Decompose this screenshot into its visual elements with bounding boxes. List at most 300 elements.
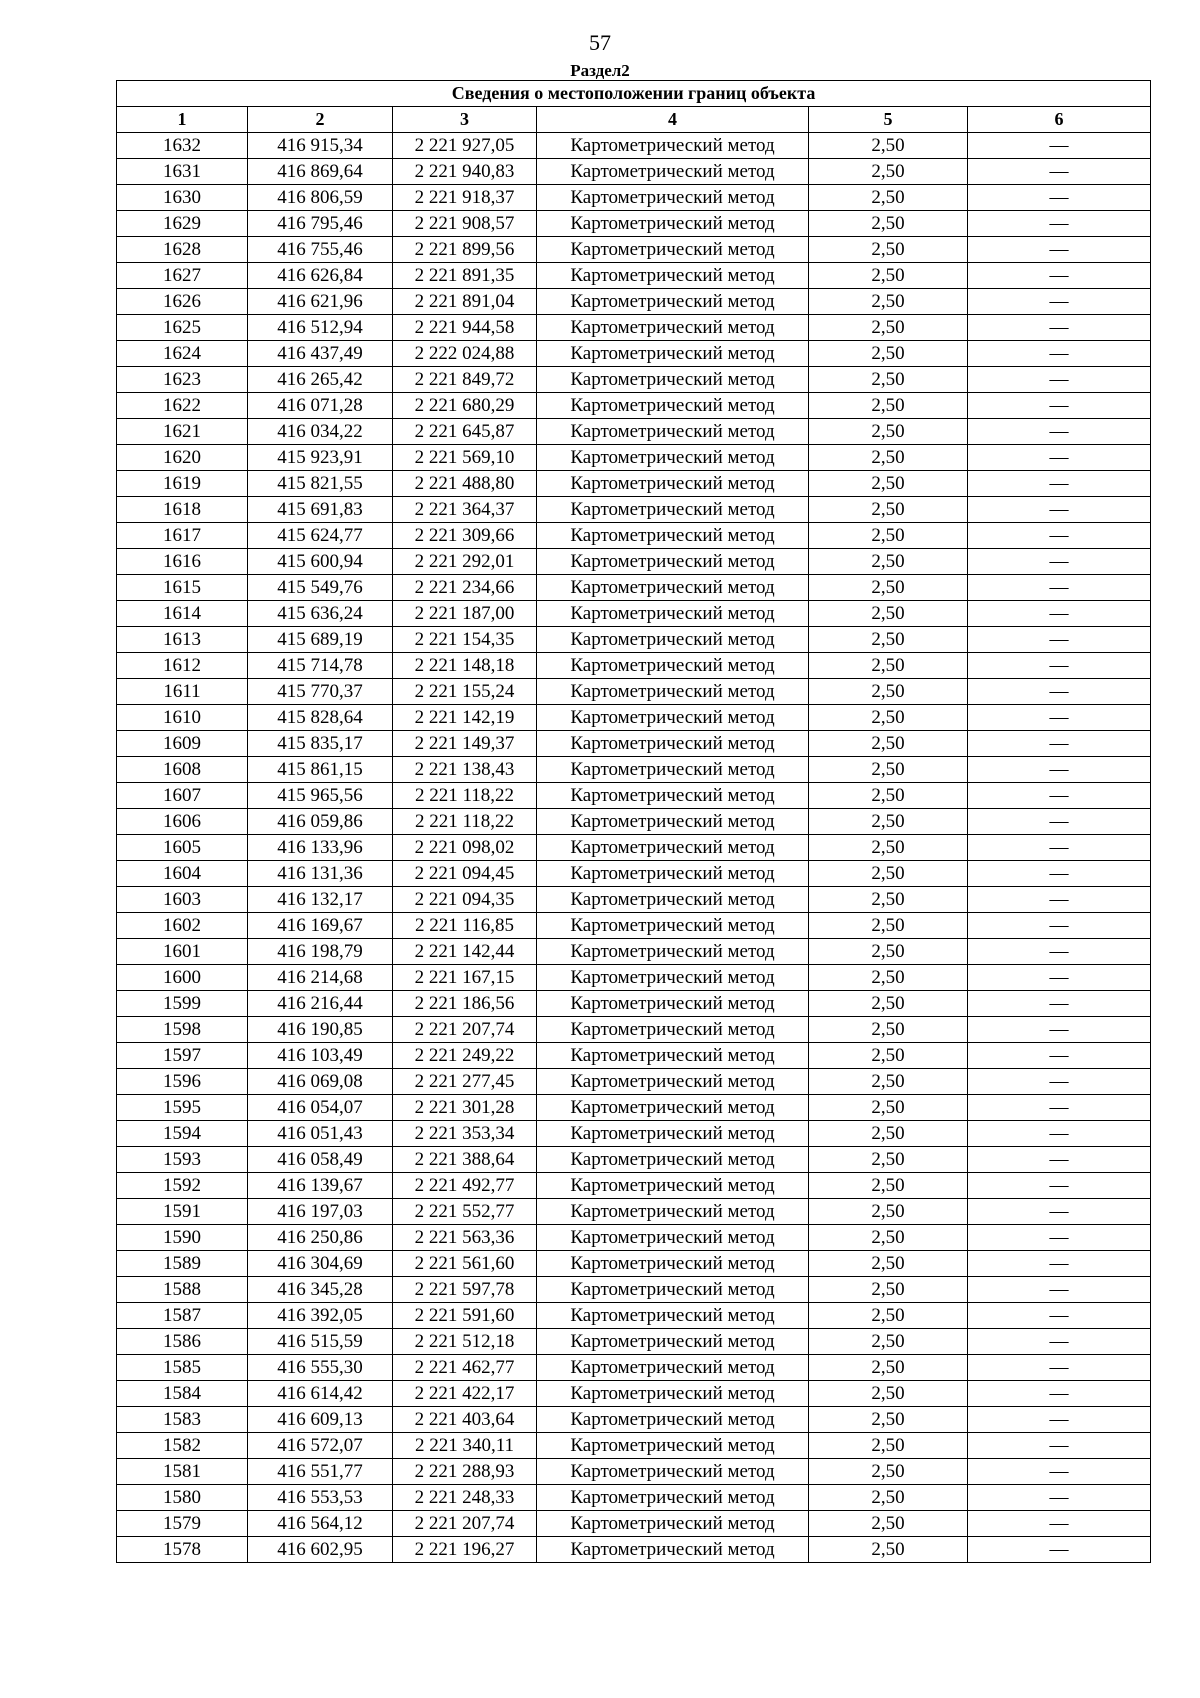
y-coordinate-cell: 2 221 207,74 xyxy=(393,1511,537,1537)
y-coordinate-cell: 2 221 891,35 xyxy=(393,263,537,289)
x-coordinate-cell: 416 621,96 xyxy=(248,289,393,315)
table-row xyxy=(117,731,1151,757)
x-coordinate-cell: 416 169,67 xyxy=(248,913,393,939)
point-number-cell: 1594 xyxy=(117,1121,248,1147)
description-cell: — xyxy=(968,1459,1151,1485)
accuracy-cell: 2,50 xyxy=(809,1511,968,1537)
description-cell: — xyxy=(968,367,1151,393)
description-cell: — xyxy=(968,965,1151,991)
point-number-cell: 1602 xyxy=(117,913,248,939)
point-number-cell: 1609 xyxy=(117,731,248,757)
method-cell: Картометрический метод xyxy=(537,965,809,991)
table-row xyxy=(117,1355,1151,1381)
x-coordinate-cell: 416 515,59 xyxy=(248,1329,393,1355)
method-cell: Картометрический метод xyxy=(537,1459,809,1485)
description-cell: — xyxy=(968,939,1151,965)
description-cell: — xyxy=(968,861,1151,887)
description-cell: — xyxy=(968,1381,1151,1407)
table-row xyxy=(117,991,1151,1017)
method-cell: Картометрический метод xyxy=(537,705,809,731)
point-number-cell: 1632 xyxy=(117,133,248,159)
y-coordinate-cell: 2 221 155,24 xyxy=(393,679,537,705)
table-body xyxy=(117,133,1151,1563)
table-row xyxy=(117,965,1151,991)
method-cell: Картометрический метод xyxy=(537,1355,809,1381)
x-coordinate-cell: 416 216,44 xyxy=(248,991,393,1017)
x-coordinate-cell: 415 770,37 xyxy=(248,679,393,705)
y-coordinate-cell: 2 221 422,17 xyxy=(393,1381,537,1407)
x-coordinate-cell: 415 549,76 xyxy=(248,575,393,601)
x-coordinate-cell: 416 034,22 xyxy=(248,419,393,445)
method-cell: Картометрический метод xyxy=(537,393,809,419)
table-row xyxy=(117,575,1151,601)
x-coordinate-cell: 416 103,49 xyxy=(248,1043,393,1069)
x-coordinate-cell: 415 714,78 xyxy=(248,653,393,679)
y-coordinate-cell: 2 221 187,00 xyxy=(393,601,537,627)
x-coordinate-cell: 416 614,42 xyxy=(248,1381,393,1407)
x-coordinate-cell: 415 689,19 xyxy=(248,627,393,653)
table-row xyxy=(117,289,1151,315)
description-cell: — xyxy=(968,653,1151,679)
x-coordinate-cell: 415 923,91 xyxy=(248,445,393,471)
y-coordinate-cell: 2 221 167,15 xyxy=(393,965,537,991)
y-coordinate-cell: 2 221 940,83 xyxy=(393,159,537,185)
method-cell: Картометрический метод xyxy=(537,731,809,757)
description-cell: — xyxy=(968,1329,1151,1355)
table-row xyxy=(117,185,1151,211)
column-number: 5 xyxy=(809,107,968,133)
description-cell: — xyxy=(968,783,1151,809)
description-cell: — xyxy=(968,731,1151,757)
method-cell: Картометрический метод xyxy=(537,861,809,887)
table-row xyxy=(117,1147,1151,1173)
x-coordinate-cell: 416 392,05 xyxy=(248,1303,393,1329)
description-cell: — xyxy=(968,627,1151,653)
method-cell: Картометрический метод xyxy=(537,679,809,705)
point-number-cell: 1621 xyxy=(117,419,248,445)
accuracy-cell: 2,50 xyxy=(809,679,968,705)
y-coordinate-cell: 2 221 353,34 xyxy=(393,1121,537,1147)
description-cell: — xyxy=(968,1277,1151,1303)
y-coordinate-cell: 2 221 248,33 xyxy=(393,1485,537,1511)
y-coordinate-cell: 2 221 098,02 xyxy=(393,835,537,861)
description-cell: — xyxy=(968,809,1151,835)
accuracy-cell: 2,50 xyxy=(809,705,968,731)
accuracy-cell: 2,50 xyxy=(809,1329,968,1355)
table-row xyxy=(117,1069,1151,1095)
method-cell: Картометрический метод xyxy=(537,1407,809,1433)
y-coordinate-cell: 2 221 918,37 xyxy=(393,185,537,211)
x-coordinate-cell: 416 069,08 xyxy=(248,1069,393,1095)
accuracy-cell: 2,50 xyxy=(809,1251,968,1277)
method-cell: Картометрический метод xyxy=(537,445,809,471)
table-row xyxy=(117,1017,1151,1043)
table-row xyxy=(117,835,1151,861)
accuracy-cell: 2,50 xyxy=(809,1147,968,1173)
table-row xyxy=(117,497,1151,523)
point-number-cell: 1592 xyxy=(117,1173,248,1199)
accuracy-cell: 2,50 xyxy=(809,471,968,497)
table-row xyxy=(117,445,1151,471)
description-cell: — xyxy=(968,1069,1151,1095)
method-cell: Картометрический метод xyxy=(537,289,809,315)
point-number-cell: 1630 xyxy=(117,185,248,211)
x-coordinate-cell: 416 626,84 xyxy=(248,263,393,289)
method-cell: Картометрический метод xyxy=(537,991,809,1017)
x-coordinate-cell: 416 198,79 xyxy=(248,939,393,965)
method-cell: Картометрический метод xyxy=(537,627,809,653)
method-cell: Картометрический метод xyxy=(537,1277,809,1303)
accuracy-cell: 2,50 xyxy=(809,991,968,1017)
point-number-cell: 1628 xyxy=(117,237,248,263)
y-coordinate-cell: 2 221 364,37 xyxy=(393,497,537,523)
table-row xyxy=(117,133,1151,159)
method-cell: Картометрический метод xyxy=(537,1251,809,1277)
y-coordinate-cell: 2 221 388,64 xyxy=(393,1147,537,1173)
y-coordinate-cell: 2 221 927,05 xyxy=(393,133,537,159)
point-number-cell: 1627 xyxy=(117,263,248,289)
table-row xyxy=(117,1199,1151,1225)
y-coordinate-cell: 2 221 196,27 xyxy=(393,1537,537,1563)
accuracy-cell: 2,50 xyxy=(809,809,968,835)
x-coordinate-cell: 415 965,56 xyxy=(248,783,393,809)
description-cell: — xyxy=(968,575,1151,601)
method-cell: Картометрический метод xyxy=(537,367,809,393)
y-coordinate-cell: 2 221 288,93 xyxy=(393,1459,537,1485)
point-number-cell: 1587 xyxy=(117,1303,248,1329)
y-coordinate-cell: 2 221 094,35 xyxy=(393,887,537,913)
accuracy-cell: 2,50 xyxy=(809,263,968,289)
y-coordinate-cell: 2 221 849,72 xyxy=(393,367,537,393)
y-coordinate-cell: 2 221 094,45 xyxy=(393,861,537,887)
description-cell: — xyxy=(968,601,1151,627)
accuracy-cell: 2,50 xyxy=(809,1017,968,1043)
table-row xyxy=(117,1537,1151,1563)
table-title-row xyxy=(117,81,1151,107)
point-number-cell: 1586 xyxy=(117,1329,248,1355)
point-number-cell: 1608 xyxy=(117,757,248,783)
x-coordinate-cell: 416 869,64 xyxy=(248,159,393,185)
column-number: 1 xyxy=(117,107,248,133)
coordinates-table xyxy=(116,80,1151,1563)
table-row xyxy=(117,1433,1151,1459)
method-cell: Картометрический метод xyxy=(537,809,809,835)
description-cell: — xyxy=(968,315,1151,341)
x-coordinate-cell: 416 555,30 xyxy=(248,1355,393,1381)
point-number-cell: 1603 xyxy=(117,887,248,913)
x-coordinate-cell: 416 551,77 xyxy=(248,1459,393,1485)
x-coordinate-cell: 416 214,68 xyxy=(248,965,393,991)
x-coordinate-cell: 416 054,07 xyxy=(248,1095,393,1121)
y-coordinate-cell: 2 221 186,56 xyxy=(393,991,537,1017)
table-row xyxy=(117,757,1151,783)
accuracy-cell: 2,50 xyxy=(809,1069,968,1095)
y-coordinate-cell: 2 221 116,85 xyxy=(393,913,537,939)
column-number: 3 xyxy=(393,107,537,133)
x-coordinate-cell: 416 564,12 xyxy=(248,1511,393,1537)
x-coordinate-cell: 415 600,94 xyxy=(248,549,393,575)
y-coordinate-cell: 2 221 292,01 xyxy=(393,549,537,575)
table-row xyxy=(117,1225,1151,1251)
description-cell: — xyxy=(968,393,1151,419)
accuracy-cell: 2,50 xyxy=(809,549,968,575)
point-number-cell: 1622 xyxy=(117,393,248,419)
y-coordinate-cell: 2 221 249,22 xyxy=(393,1043,537,1069)
point-number-cell: 1583 xyxy=(117,1407,248,1433)
table-row xyxy=(117,1381,1151,1407)
point-number-cell: 1613 xyxy=(117,627,248,653)
description-cell: — xyxy=(968,185,1151,211)
point-number-cell: 1601 xyxy=(117,939,248,965)
x-coordinate-cell: 416 345,28 xyxy=(248,1277,393,1303)
accuracy-cell: 2,50 xyxy=(809,1381,968,1407)
x-coordinate-cell: 416 609,13 xyxy=(248,1407,393,1433)
method-cell: Картометрический метод xyxy=(537,159,809,185)
x-coordinate-cell: 416 795,46 xyxy=(248,211,393,237)
table-row xyxy=(117,367,1151,393)
accuracy-cell: 2,50 xyxy=(809,1095,968,1121)
description-cell: — xyxy=(968,705,1151,731)
table-row xyxy=(117,939,1151,965)
accuracy-cell: 2,50 xyxy=(809,653,968,679)
table-row xyxy=(117,679,1151,705)
method-cell: Картометрический метод xyxy=(537,1121,809,1147)
y-coordinate-cell: 2 221 488,80 xyxy=(393,471,537,497)
method-cell: Картометрический метод xyxy=(537,211,809,237)
point-number-cell: 1605 xyxy=(117,835,248,861)
y-coordinate-cell: 2 221 552,77 xyxy=(393,1199,537,1225)
accuracy-cell: 2,50 xyxy=(809,861,968,887)
point-number-cell: 1589 xyxy=(117,1251,248,1277)
description-cell: — xyxy=(968,1199,1151,1225)
table-row xyxy=(117,1251,1151,1277)
description-cell: — xyxy=(968,835,1151,861)
y-coordinate-cell: 2 221 149,37 xyxy=(393,731,537,757)
x-coordinate-cell: 415 636,24 xyxy=(248,601,393,627)
y-coordinate-cell: 2 221 597,78 xyxy=(393,1277,537,1303)
column-number: 2 xyxy=(248,107,393,133)
method-cell: Картометрический метод xyxy=(537,913,809,939)
point-number-cell: 1585 xyxy=(117,1355,248,1381)
accuracy-cell: 2,50 xyxy=(809,445,968,471)
y-coordinate-cell: 2 221 680,29 xyxy=(393,393,537,419)
method-cell: Картометрический метод xyxy=(537,1381,809,1407)
description-cell: — xyxy=(968,237,1151,263)
method-cell: Картометрический метод xyxy=(537,185,809,211)
method-cell: Картометрический метод xyxy=(537,315,809,341)
point-number-cell: 1612 xyxy=(117,653,248,679)
y-coordinate-cell: 2 221 492,77 xyxy=(393,1173,537,1199)
y-coordinate-cell: 2 221 118,22 xyxy=(393,783,537,809)
description-cell: — xyxy=(968,1173,1151,1199)
description-cell: — xyxy=(968,1147,1151,1173)
table-row xyxy=(117,601,1151,627)
accuracy-cell: 2,50 xyxy=(809,341,968,367)
point-number-cell: 1618 xyxy=(117,497,248,523)
description-cell: — xyxy=(968,263,1151,289)
y-coordinate-cell: 2 221 309,66 xyxy=(393,523,537,549)
accuracy-cell: 2,50 xyxy=(809,575,968,601)
table-title: Сведения о местоположении границ объекта xyxy=(117,81,1151,107)
method-cell: Картометрический метод xyxy=(537,471,809,497)
accuracy-cell: 2,50 xyxy=(809,159,968,185)
accuracy-cell: 2,50 xyxy=(809,1537,968,1563)
table-row xyxy=(117,549,1151,575)
table-row xyxy=(117,1277,1151,1303)
point-number-cell: 1595 xyxy=(117,1095,248,1121)
accuracy-cell: 2,50 xyxy=(809,1433,968,1459)
y-coordinate-cell: 2 221 118,22 xyxy=(393,809,537,835)
point-number-cell: 1580 xyxy=(117,1485,248,1511)
accuracy-cell: 2,50 xyxy=(809,1485,968,1511)
y-coordinate-cell: 2 221 154,35 xyxy=(393,627,537,653)
accuracy-cell: 2,50 xyxy=(809,237,968,263)
method-cell: Картометрический метод xyxy=(537,1303,809,1329)
description-cell: — xyxy=(968,419,1151,445)
description-cell: — xyxy=(968,1043,1151,1069)
page-number: 57 xyxy=(589,30,611,55)
method-cell: Картометрический метод xyxy=(537,1017,809,1043)
method-cell: Картометрический метод xyxy=(537,575,809,601)
accuracy-cell: 2,50 xyxy=(809,757,968,783)
method-cell: Картометрический метод xyxy=(537,1225,809,1251)
point-number-cell: 1610 xyxy=(117,705,248,731)
x-coordinate-cell: 415 821,55 xyxy=(248,471,393,497)
point-number-cell: 1591 xyxy=(117,1199,248,1225)
description-cell: — xyxy=(968,1537,1151,1563)
method-cell: Картометрический метод xyxy=(537,341,809,367)
y-coordinate-cell: 2 221 207,74 xyxy=(393,1017,537,1043)
point-number-cell: 1590 xyxy=(117,1225,248,1251)
table-row xyxy=(117,1303,1151,1329)
y-coordinate-cell: 2 221 301,28 xyxy=(393,1095,537,1121)
description-cell: — xyxy=(968,1251,1151,1277)
accuracy-cell: 2,50 xyxy=(809,731,968,757)
method-cell: Картометрический метод xyxy=(537,263,809,289)
x-coordinate-cell: 416 071,28 xyxy=(248,393,393,419)
description-cell: — xyxy=(968,445,1151,471)
method-cell: Картометрический метод xyxy=(537,1485,809,1511)
method-cell: Картометрический метод xyxy=(537,549,809,575)
column-number-row xyxy=(117,107,1151,133)
description-cell: — xyxy=(968,1355,1151,1381)
point-number-cell: 1615 xyxy=(117,575,248,601)
method-cell: Картометрический метод xyxy=(537,1433,809,1459)
description-cell: — xyxy=(968,1433,1151,1459)
table-row xyxy=(117,913,1151,939)
point-number-cell: 1611 xyxy=(117,679,248,705)
y-coordinate-cell: 2 221 569,10 xyxy=(393,445,537,471)
accuracy-cell: 2,50 xyxy=(809,367,968,393)
point-number-cell: 1598 xyxy=(117,1017,248,1043)
y-coordinate-cell: 2 221 403,64 xyxy=(393,1407,537,1433)
x-coordinate-cell: 416 437,49 xyxy=(248,341,393,367)
description-cell: — xyxy=(968,211,1151,237)
x-coordinate-cell: 415 861,15 xyxy=(248,757,393,783)
point-number-cell: 1604 xyxy=(117,861,248,887)
y-coordinate-cell: 2 221 891,04 xyxy=(393,289,537,315)
description-cell: — xyxy=(968,679,1151,705)
accuracy-cell: 2,50 xyxy=(809,1121,968,1147)
x-coordinate-cell: 415 835,17 xyxy=(248,731,393,757)
point-number-cell: 1584 xyxy=(117,1381,248,1407)
description-cell: — xyxy=(968,991,1151,1017)
accuracy-cell: 2,50 xyxy=(809,497,968,523)
method-cell: Картометрический метод xyxy=(537,133,809,159)
point-number-cell: 1596 xyxy=(117,1069,248,1095)
x-coordinate-cell: 416 806,59 xyxy=(248,185,393,211)
accuracy-cell: 2,50 xyxy=(809,1407,968,1433)
point-number-cell: 1597 xyxy=(117,1043,248,1069)
method-cell: Картометрический метод xyxy=(537,601,809,627)
accuracy-cell: 2,50 xyxy=(809,1225,968,1251)
table-row xyxy=(117,341,1151,367)
x-coordinate-cell: 416 190,85 xyxy=(248,1017,393,1043)
x-coordinate-cell: 416 197,03 xyxy=(248,1199,393,1225)
accuracy-cell: 2,50 xyxy=(809,1303,968,1329)
point-number-cell: 1631 xyxy=(117,159,248,185)
y-coordinate-cell: 2 221 277,45 xyxy=(393,1069,537,1095)
x-coordinate-cell: 416 602,95 xyxy=(248,1537,393,1563)
method-cell: Картометрический метод xyxy=(537,887,809,913)
point-number-cell: 1607 xyxy=(117,783,248,809)
accuracy-cell: 2,50 xyxy=(809,211,968,237)
point-number-cell: 1600 xyxy=(117,965,248,991)
table-row xyxy=(117,1329,1151,1355)
x-coordinate-cell: 416 059,86 xyxy=(248,809,393,835)
section-title: Раздел2 xyxy=(570,61,630,80)
table-row xyxy=(117,419,1151,445)
description-cell: — xyxy=(968,471,1151,497)
point-number-cell: 1626 xyxy=(117,289,248,315)
x-coordinate-cell: 416 139,67 xyxy=(248,1173,393,1199)
x-coordinate-cell: 416 553,53 xyxy=(248,1485,393,1511)
point-number-cell: 1599 xyxy=(117,991,248,1017)
x-coordinate-cell: 416 915,34 xyxy=(248,133,393,159)
table-row xyxy=(117,237,1151,263)
accuracy-cell: 2,50 xyxy=(809,913,968,939)
table-row xyxy=(117,471,1151,497)
description-cell: — xyxy=(968,1095,1151,1121)
method-cell: Картометрический метод xyxy=(537,237,809,263)
x-coordinate-cell: 415 691,83 xyxy=(248,497,393,523)
point-number-cell: 1582 xyxy=(117,1433,248,1459)
description-cell: — xyxy=(968,1511,1151,1537)
accuracy-cell: 2,50 xyxy=(809,185,968,211)
table-row xyxy=(117,861,1151,887)
description-cell: — xyxy=(968,289,1151,315)
point-number-cell: 1616 xyxy=(117,549,248,575)
table-row xyxy=(117,887,1151,913)
table-row xyxy=(117,705,1151,731)
y-coordinate-cell: 2 221 563,36 xyxy=(393,1225,537,1251)
table-row xyxy=(117,1173,1151,1199)
description-cell: — xyxy=(968,887,1151,913)
point-number-cell: 1581 xyxy=(117,1459,248,1485)
y-coordinate-cell: 2 221 645,87 xyxy=(393,419,537,445)
y-coordinate-cell: 2 221 561,60 xyxy=(393,1251,537,1277)
point-number-cell: 1579 xyxy=(117,1511,248,1537)
table-row xyxy=(117,1485,1151,1511)
y-coordinate-cell: 2 221 142,19 xyxy=(393,705,537,731)
accuracy-cell: 2,50 xyxy=(809,1173,968,1199)
y-coordinate-cell: 2 222 024,88 xyxy=(393,341,537,367)
description-cell: — xyxy=(968,1225,1151,1251)
x-coordinate-cell: 415 828,64 xyxy=(248,705,393,731)
y-coordinate-cell: 2 221 142,44 xyxy=(393,939,537,965)
accuracy-cell: 2,50 xyxy=(809,783,968,809)
y-coordinate-cell: 2 221 944,58 xyxy=(393,315,537,341)
